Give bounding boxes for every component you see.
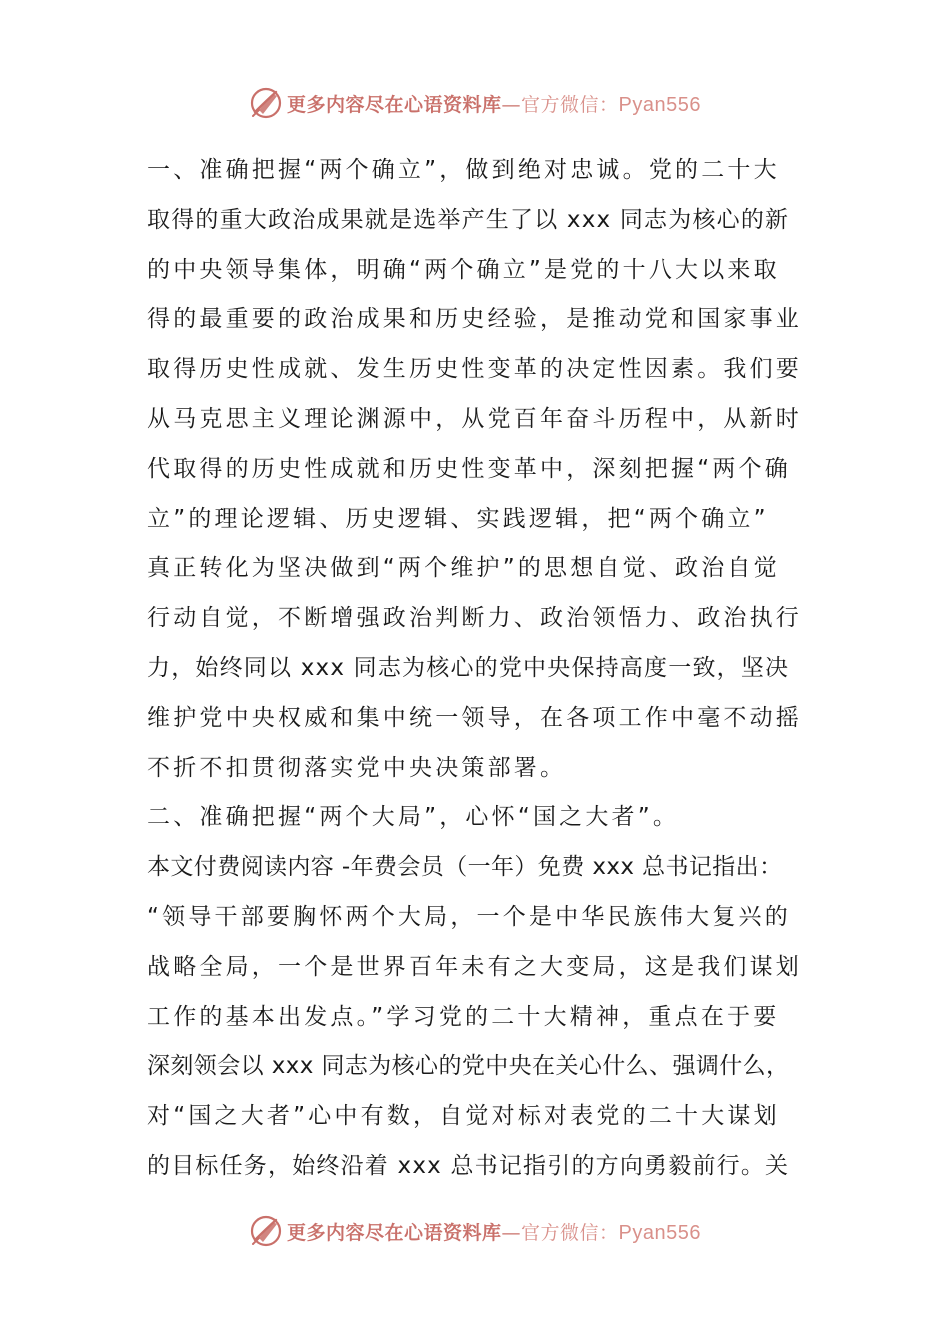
text-line: 战略全局，一个是世界百年未有之大变局，这是我们谋划: [147, 953, 802, 980]
text-line: 得的最重要的政治成果和历史经验，是推动党和国家事业: [147, 306, 802, 333]
banner-main-text: 更多内容尽在心语资料库: [287, 93, 502, 116]
text-line: 一、准确把握“两个确立”，做到绝对忠诚。党的二十大: [147, 157, 780, 183]
text-line: 代取得的历史性成就和历史性变革中，深刻把握“两个确: [147, 455, 791, 482]
banner-wechat-id: Pyan556: [618, 1221, 701, 1244]
text-line: 工作的基本出发点。”学习党的二十大精神，重点在于要: [147, 1003, 780, 1030]
banner-text: [287, 90, 701, 117]
banner-wechat-label: 官方微信：: [521, 1221, 619, 1244]
pen-logo-icon: [249, 1214, 283, 1248]
banner-wechat-id: Pyan556: [618, 93, 701, 116]
text-line: 的中央领导集体，明确“两个确立”是党的十八大以来取: [147, 256, 780, 283]
footer-watermark-banner: [0, 1211, 950, 1251]
text-line: 的目标任务，始终沿着 xxx 总书记指引的方向勇毅前行。关: [147, 1152, 790, 1179]
text-line: 二、准确把握“两个大局”，心怀“国之大者”。: [147, 804, 680, 831]
text-line: 本文付费阅读内容 -年费会员（一年）免费 xxx 总书记指出：: [147, 854, 783, 881]
text-line: 对“国之大者”心中有数，自觉对标对表党的二十大谋划: [147, 1103, 780, 1130]
text-line: “领导干部要胸怀两个大局，一个是中华民族伟大复兴的: [147, 903, 791, 930]
text-line: 从马克思主义理论渊源中，从党百年奋斗历程中，从新时: [147, 405, 802, 432]
pen-logo-icon: [249, 86, 283, 120]
text-line: 立”的理论逻辑、历史逻辑、实践逻辑，把“两个确立”: [147, 505, 769, 532]
header-watermark-banner: [0, 83, 950, 123]
banner-dash: —: [501, 1221, 522, 1244]
banner-wechat-label: 官方微信：: [521, 93, 619, 116]
text-line: 不折不扣贯彻落实党中央决策部署。: [147, 754, 567, 781]
banner-dash: —: [501, 93, 522, 116]
text-line: 深刻领会以 xxx 同志为核心的党中央在关心什么、强调什么，: [147, 1053, 790, 1080]
banner-text: [287, 1218, 701, 1245]
text-line: 取得的重大政治成果就是选举产生了以 xxx 同志为核心的新: [147, 206, 790, 233]
text-line: 力，始终同以 xxx 同志为核心的党中央保持高度一致，坚决: [147, 654, 790, 681]
text-line: 真正转化为坚决做到“两个维护”的思想自觉、政治自觉: [147, 555, 780, 582]
text-line: 维护党中央权威和集中统一领导，在各项工作中毫不动摇: [147, 704, 802, 731]
text-line: 取得历史性成就、发生历史性变革的决定性因素。我们要: [147, 356, 802, 383]
document-body: [147, 146, 817, 1192]
text-line: 行动自觉，不断增强政治判断力、政治领悟力、政治执行: [147, 605, 802, 632]
banner-main-text: 更多内容尽在心语资料库: [287, 1221, 502, 1244]
